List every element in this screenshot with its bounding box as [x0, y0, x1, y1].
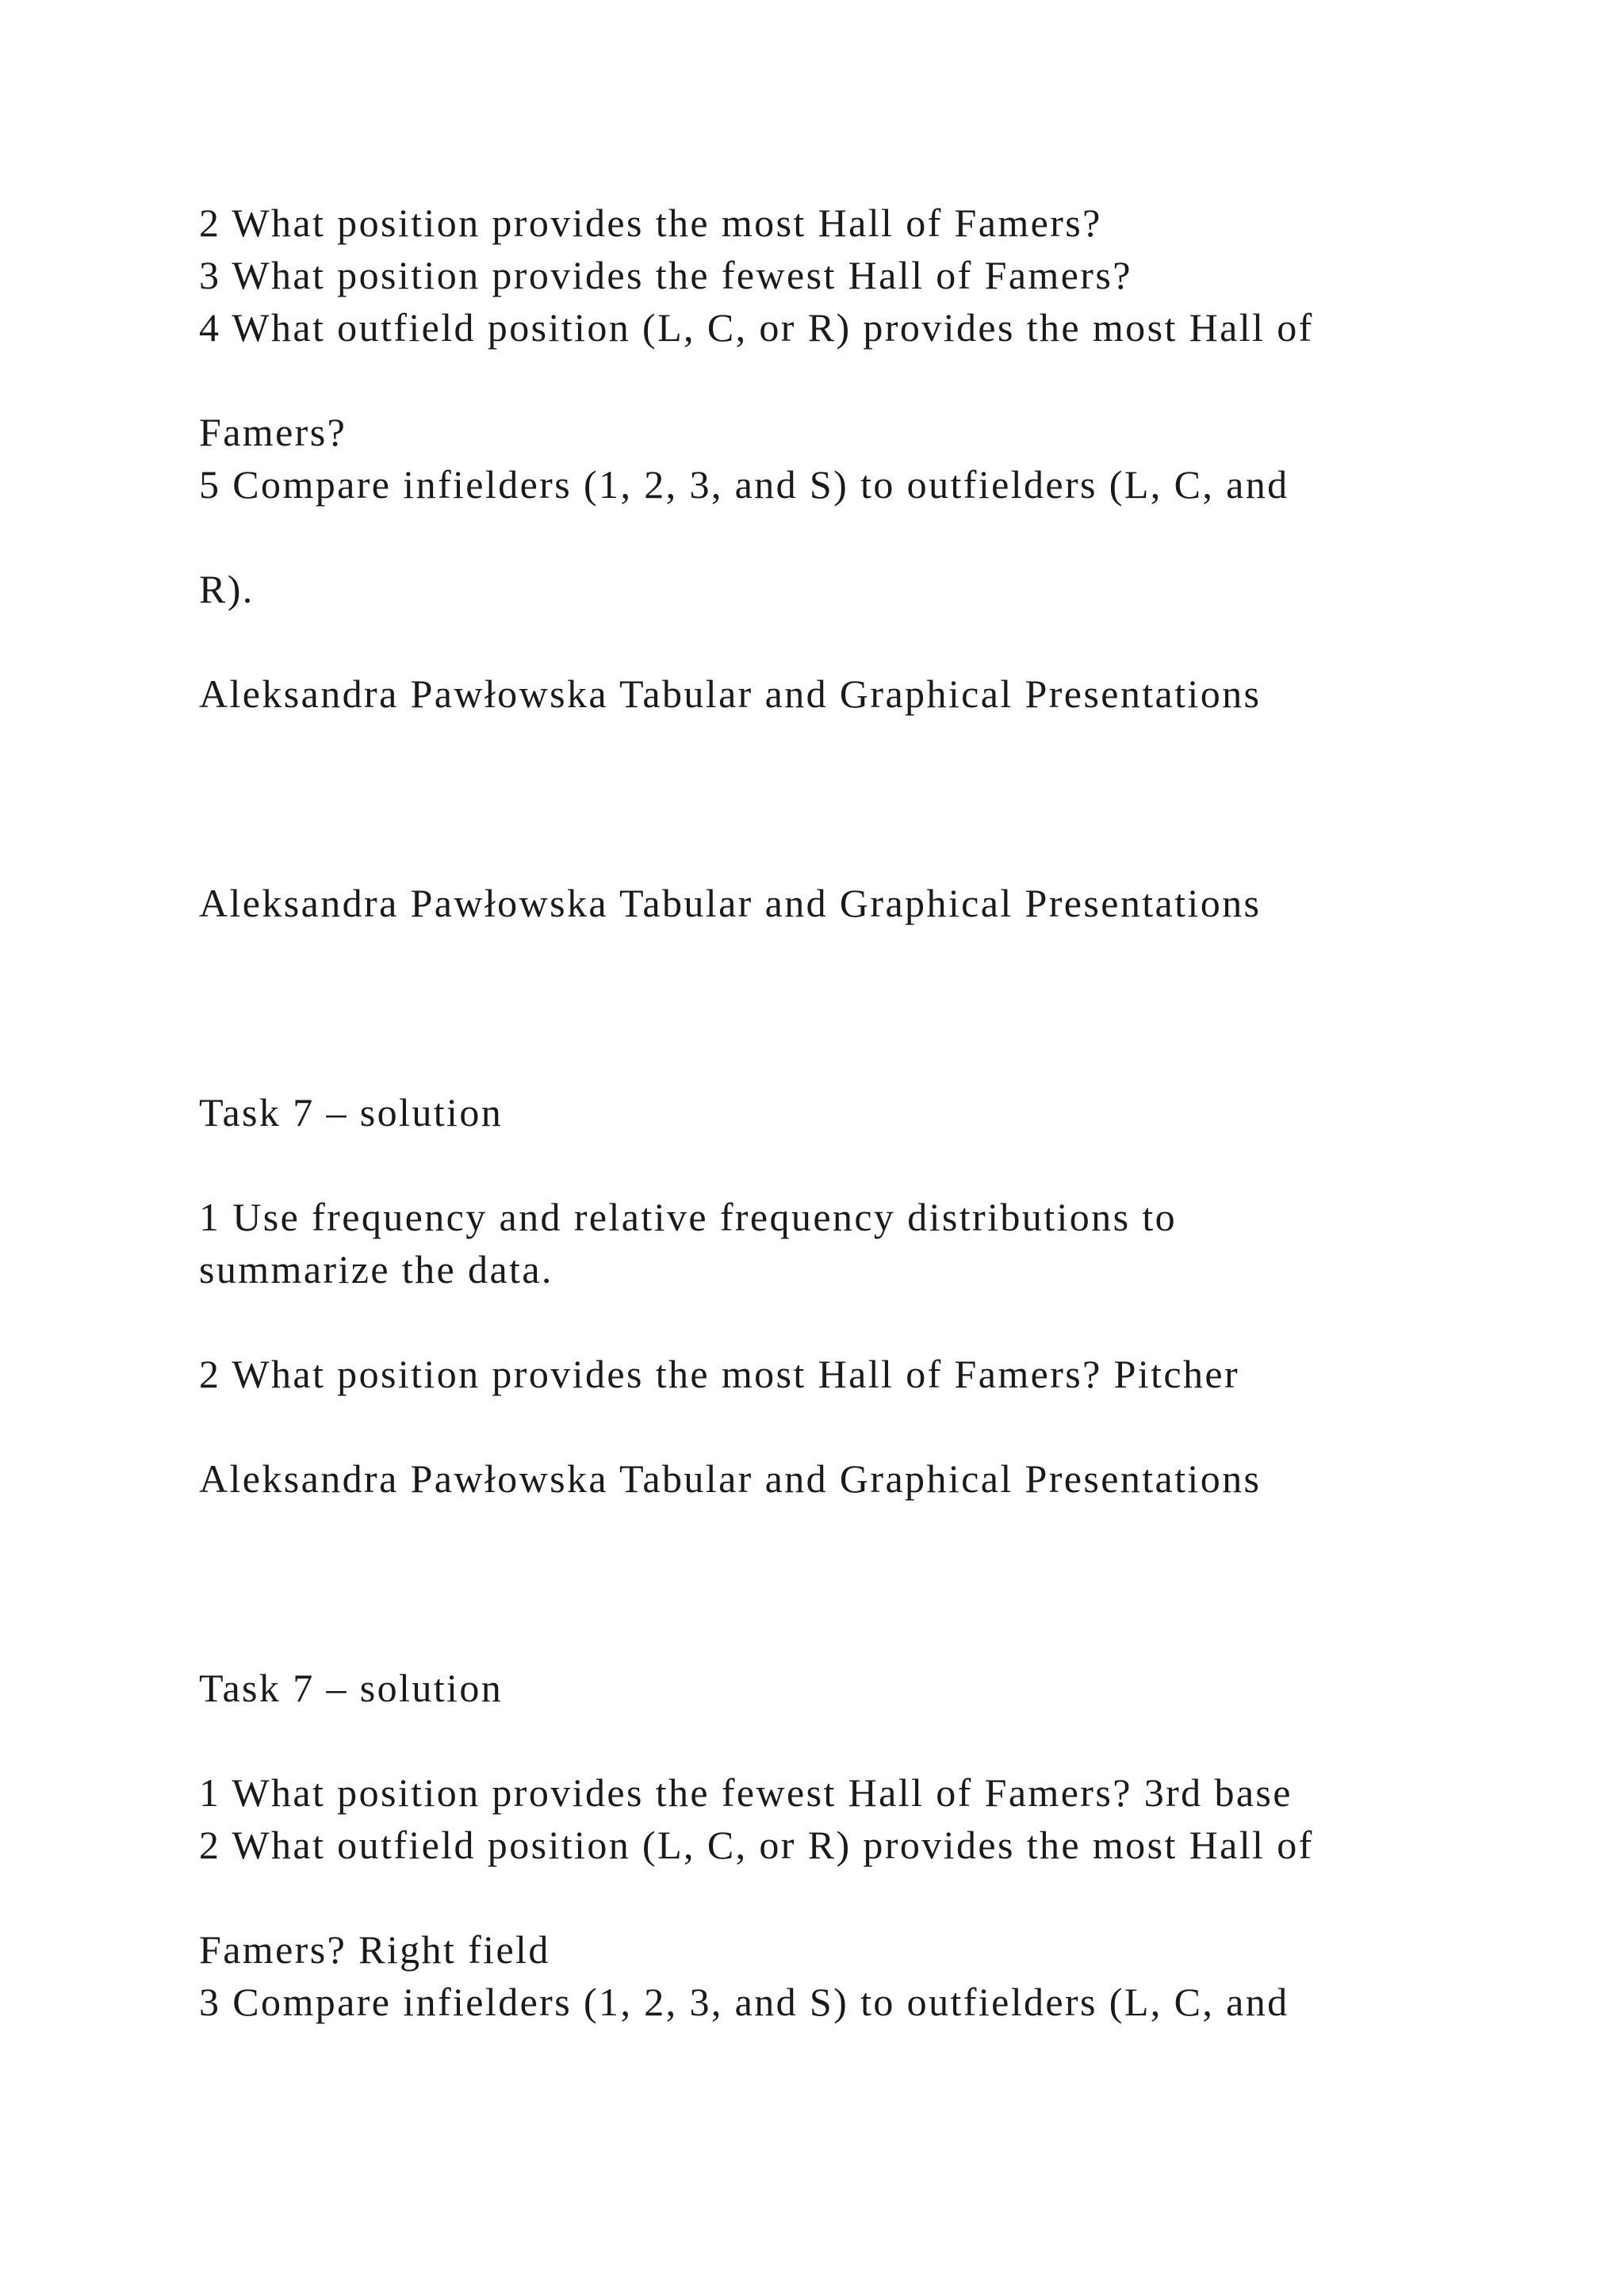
slide-footer: Aleksandra Pawłowska Tabular and Graphical Presentations	[199, 672, 1262, 716]
section-heading: Task 7 – solution	[199, 1090, 504, 1135]
question-line: 5 Compare infielders (1, 2, 3, and S) to outfielders (L, C, and	[199, 462, 1289, 507]
answer-line: Famers? Right field	[199, 1927, 550, 1972]
question-line-continuation: R).	[199, 567, 255, 611]
question-line: 1 Use frequency and relative frequency distributions to	[199, 1195, 1178, 1239]
question-line: 4 What outfield position (L, C, or R) provides the most Hall of	[199, 305, 1314, 350]
question-line: 3 Compare infielders (1, 2, 3, and S) to outfielders (L, C, and	[199, 1980, 1289, 2024]
question-line-continuation: Famers?	[199, 410, 347, 454]
slide-footer: Aleksandra Pawłowska Tabular and Graphical Presentations	[199, 881, 1262, 925]
section-heading: Task 7 – solution	[199, 1666, 504, 1710]
question-line: 3 What position provides the fewest Hall of Famers?	[199, 253, 1132, 297]
question-line-continuation: summarize the data.	[199, 1247, 553, 1292]
answer-line: 1 What position provides the fewest Hall of Famers? 3rd base	[199, 1770, 1293, 1815]
answer-line: 2 What position provides the most Hall of Famers? Pitcher	[199, 1352, 1240, 1396]
slide-footer: Aleksandra Pawłowska Tabular and Graphical Presentations	[199, 1456, 1262, 1501]
question-line: 2 What outfield position (L, C, or R) provides the most Hall of	[199, 1823, 1314, 1867]
question-line: 2 What position provides the most Hall of Famers?	[199, 201, 1102, 245]
